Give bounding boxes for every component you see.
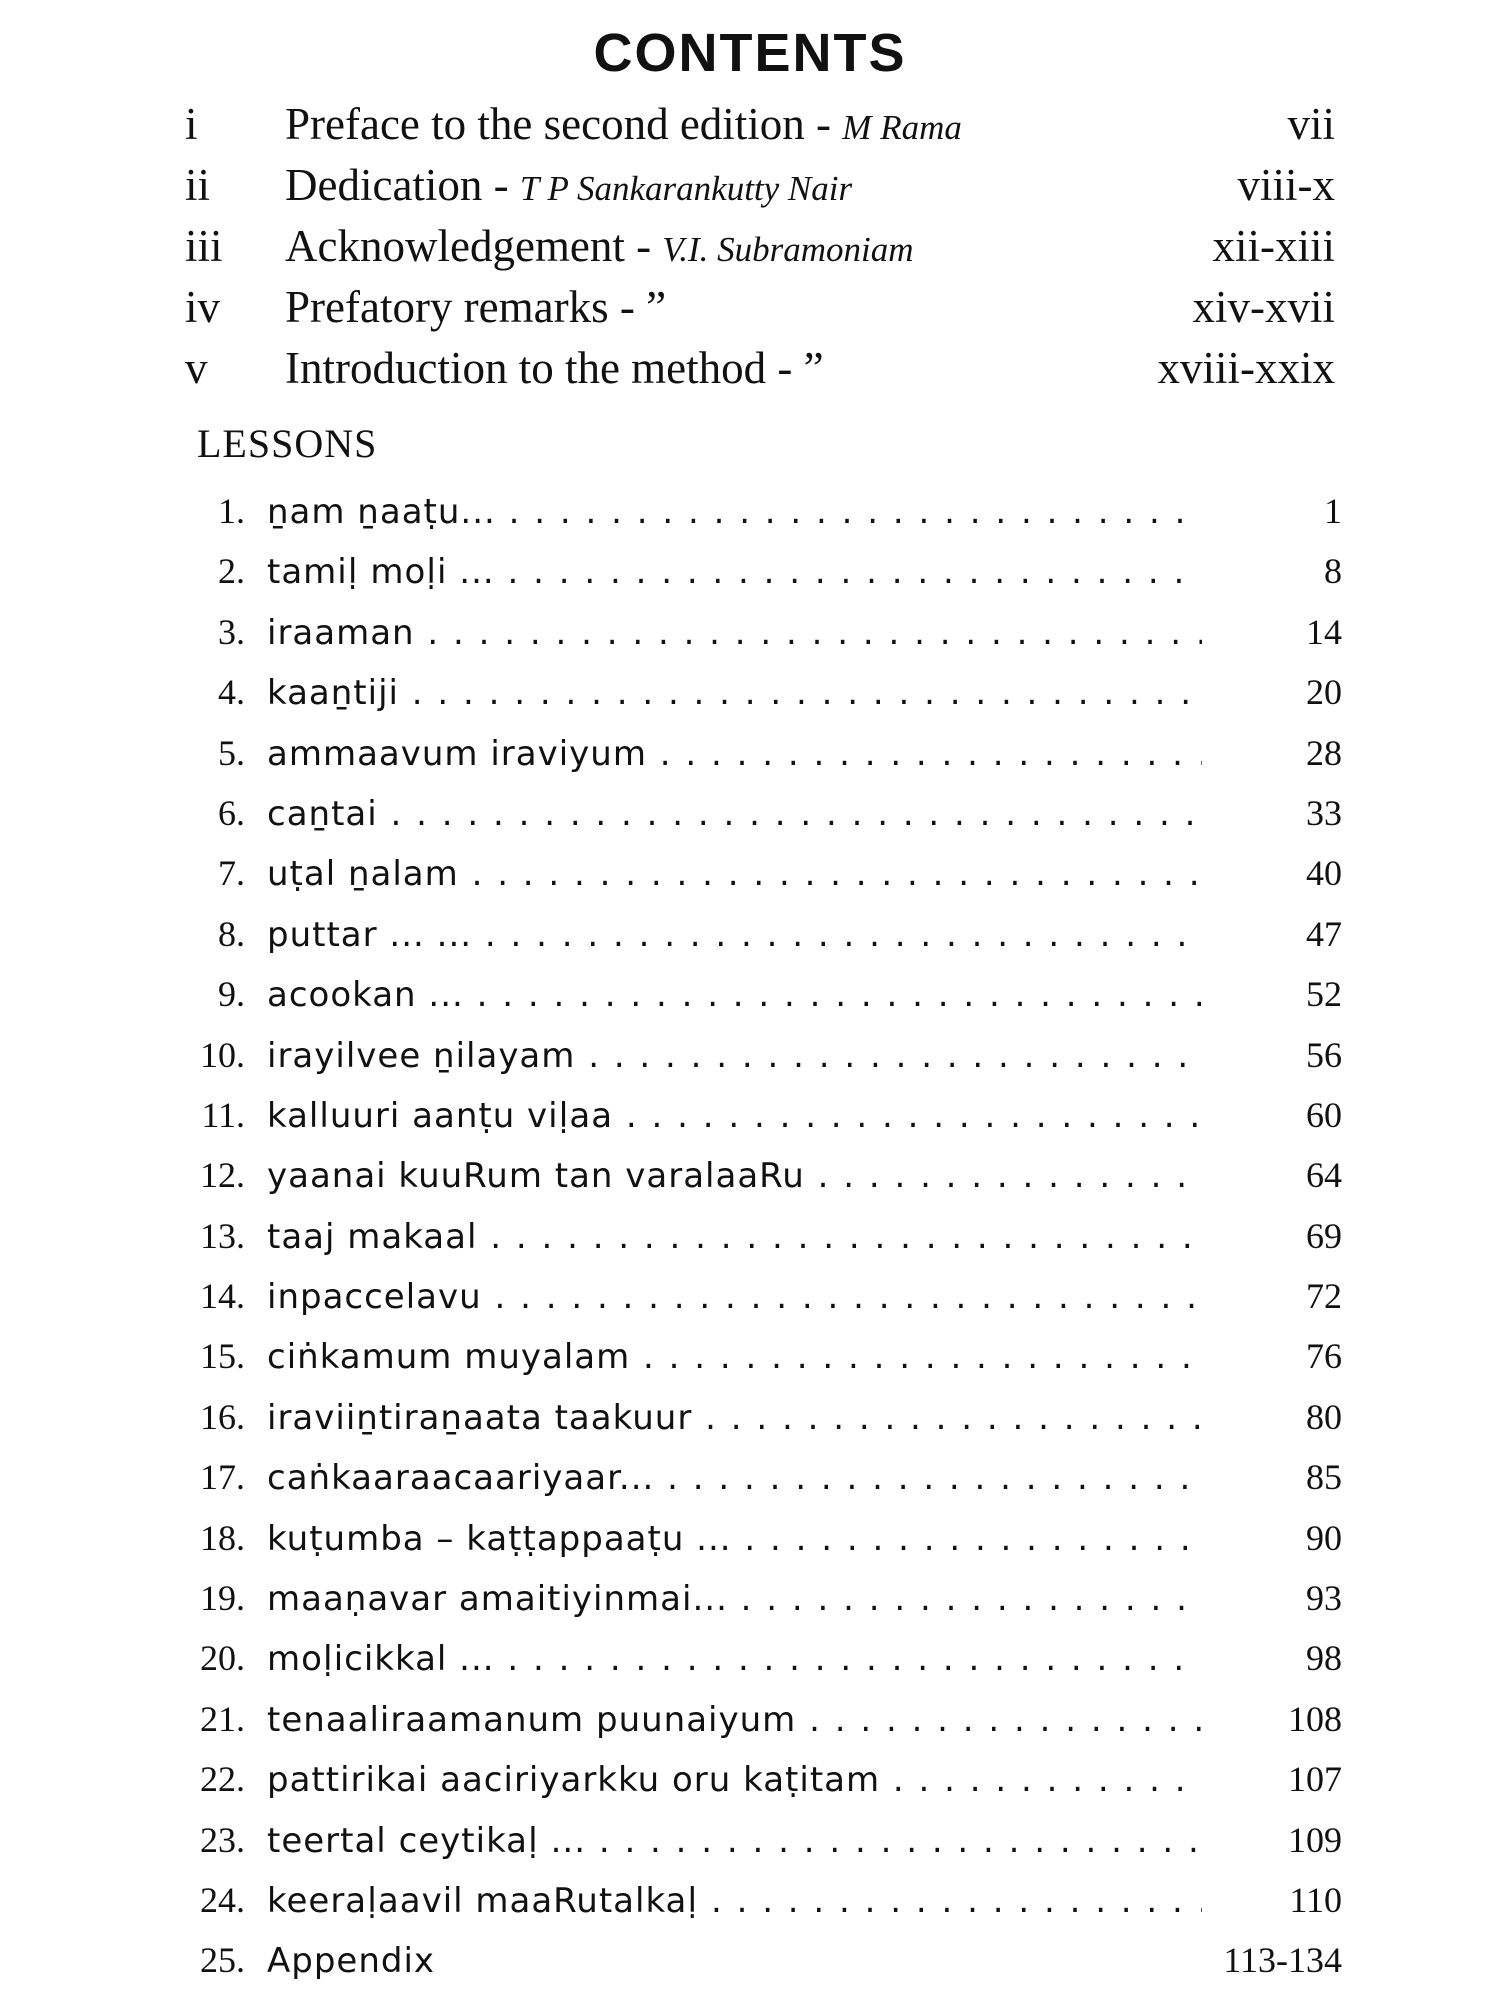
lesson-item [160,671,1342,731]
item-page: xviii-xxix [1157,343,1335,393]
lesson-item [160,973,1342,1033]
lesson-number: 14. [200,1276,245,1317]
lesson-number: 9. [218,974,245,1015]
item-page: xiv-xvii [1192,282,1335,332]
lesson-page: 69 [1306,1215,1342,1256]
lesson-number: 13. [200,1215,245,1256]
lesson-number: 6. [218,792,245,833]
lesson-number: 19. [200,1578,245,1619]
lesson-number: 2. [218,551,245,592]
lesson-number: 4. [218,672,245,713]
lesson-item [160,611,1342,671]
lesson-number: 18. [200,1517,245,1558]
front-matter-item [185,98,1335,159]
lesson-title: tamiḷ moḷi ... . . . [267,552,1202,592]
lesson-title: ṉam ṉaaṭu... . . . [267,492,1202,532]
lesson-title: iraaman . . . [267,613,1202,653]
lesson-title: kuṭumba – kaṭṭappaaṭu ... . . . [267,1519,1202,1559]
lesson-page: 14 [1306,611,1342,652]
lesson-title: caṅkaaraacaariyaar... . . . [267,1458,1202,1498]
lesson-number: 1. [218,491,245,531]
lesson-item [160,1034,1342,1094]
lesson-item [160,490,1342,550]
lesson-page: 107 [1288,1759,1342,1800]
lesson-page: 85 [1306,1457,1342,1498]
lesson-number: 10. [200,1034,245,1075]
lesson-title: caṉtai . . . [267,794,1202,834]
lesson-number: 20. [200,1638,245,1679]
lesson-page: 1 [1324,491,1342,531]
lesson-title: uṭal ṉalam . . . [267,854,1202,894]
front-matter-item [185,281,1335,342]
lesson-title: teertal ceytikaḷ ... . . . [267,1821,1202,1861]
lesson-title: tenaaliraamanum puunaiyum . . . [267,1700,1202,1740]
lessons-list [160,490,1342,2000]
item-page: viii-x [1237,160,1335,210]
lesson-item [160,852,1342,912]
lesson-title: inpaccelavu . . . [267,1277,1202,1317]
lesson-number: 23. [200,1819,245,1860]
item-page: vii [1287,99,1335,149]
item-title [285,281,1115,333]
lesson-page: 52 [1306,974,1342,1015]
lesson-number: 11. [201,1094,245,1135]
lesson-item [160,1094,1342,1154]
lesson-item [160,1396,1342,1456]
lesson-page: 108 [1288,1698,1342,1739]
item-number: iv [185,282,221,332]
lesson-item [160,1456,1342,1516]
lesson-number: 25. [200,1940,245,1981]
item-number: iii [185,221,223,271]
item-title [285,220,1115,272]
lesson-item [160,1215,1342,1275]
lesson-number: 16. [200,1396,245,1437]
lesson-page: 28 [1306,732,1342,773]
lesson-item [160,792,1342,852]
lesson-page: 8 [1324,551,1342,592]
lesson-number: 17. [200,1457,245,1498]
front-matter-list [185,98,1335,403]
lesson-page: 47 [1306,913,1342,954]
lesson-item [160,732,1342,792]
lesson-number: 7. [218,853,245,894]
lesson-item [160,1879,1342,1939]
lesson-item [160,1698,1342,1758]
item-title-text: Dedication - [285,160,520,210]
lesson-title: yaanai kuuRum tan varalaaRu . . . [267,1156,1202,1196]
item-title-text: Introduction to the method - ” [285,343,824,393]
item-title [285,159,1115,211]
lesson-number: 15. [200,1336,245,1377]
lesson-title: kalluuri aanṭu viḷaa . . . [267,1096,1202,1136]
lesson-title: irayilvee ṉilayam . . . [267,1036,1202,1076]
lesson-page: 113-134 [1223,1940,1342,1981]
lesson-item [160,1275,1342,1335]
lesson-item [160,1637,1342,1697]
item-title [285,98,1115,150]
lesson-title: ciṅkamum muyalam . . . [267,1337,1202,1377]
front-matter-item [185,159,1335,220]
item-page: xii-xiii [1212,221,1335,271]
lesson-number: 5. [218,732,245,773]
lesson-item [160,1939,1342,1999]
lesson-title: keeraḷaavil maaRutalkaḷ . . . [267,1881,1202,1921]
lesson-item [160,1577,1342,1637]
lesson-page: 90 [1306,1517,1342,1558]
lesson-title: iraviiṉtiraṉaata taakuur . . . [267,1398,1202,1438]
item-title-text: Acknowledgement - [285,221,663,271]
lesson-title: pattirikai aaciriyarkku oru kaṭitam . . . [267,1760,1202,1800]
item-number: ii [185,160,211,210]
item-title-text: Prefatory remarks - ” [285,282,667,332]
lesson-item [160,1154,1342,1214]
item-author: T P Sankarankutty Nair [519,169,853,208]
lesson-title: acookan ... . . . [267,975,1202,1015]
front-matter-item [185,342,1335,403]
front-matter-item [185,220,1335,281]
lesson-item [160,1758,1342,1818]
lesson-page: 64 [1306,1155,1342,1196]
lesson-page: 76 [1306,1336,1342,1377]
lesson-title: ammaavum iraviyum . . . [267,734,1202,774]
lesson-page: 98 [1306,1638,1342,1679]
lesson-number: 22. [200,1759,245,1800]
lesson-page: 93 [1306,1578,1342,1619]
lesson-title: Appendix [267,1941,436,1982]
lesson-item [160,1819,1342,1879]
lesson-title: kaaṉtiji . . . [267,673,1202,713]
lesson-page: 110 [1289,1879,1342,1920]
lesson-page: 60 [1306,1094,1342,1135]
lesson-number: 24. [200,1879,245,1920]
item-author: M Rama [842,108,962,147]
item-title-text: Preface to the second edition - [285,99,843,149]
lesson-number: 8. [218,913,245,954]
lesson-title: maaṇavar amaitiyinmai... . . . [267,1579,1202,1619]
page-title: CONTENTS [593,23,907,83]
lesson-item [160,1517,1342,1577]
lesson-page: 80 [1306,1396,1342,1437]
lesson-item [160,1335,1342,1395]
lesson-item [160,550,1342,610]
item-number: v [185,343,208,393]
lesson-number: 3. [218,611,245,652]
lesson-number: 12. [200,1155,245,1196]
lesson-title: puttar ... ... . . . [267,915,1202,955]
lesson-page: 72 [1306,1276,1342,1317]
item-number: i [185,99,198,149]
lesson-page: 56 [1306,1034,1342,1075]
lesson-page: 33 [1306,792,1342,833]
item-author: V.I. Subramoniam [662,230,914,269]
lessons-heading: LESSONS [197,421,378,466]
lesson-item [160,913,1342,973]
lesson-page: 109 [1288,1819,1342,1860]
lesson-page: 40 [1306,853,1342,894]
lesson-title: moḷicikkal ... . . . [267,1639,1202,1679]
item-title [285,342,1115,394]
lesson-title: taaj makaal . . . [267,1217,1202,1257]
lesson-number: 21. [200,1698,245,1739]
lesson-page: 20 [1306,672,1342,713]
